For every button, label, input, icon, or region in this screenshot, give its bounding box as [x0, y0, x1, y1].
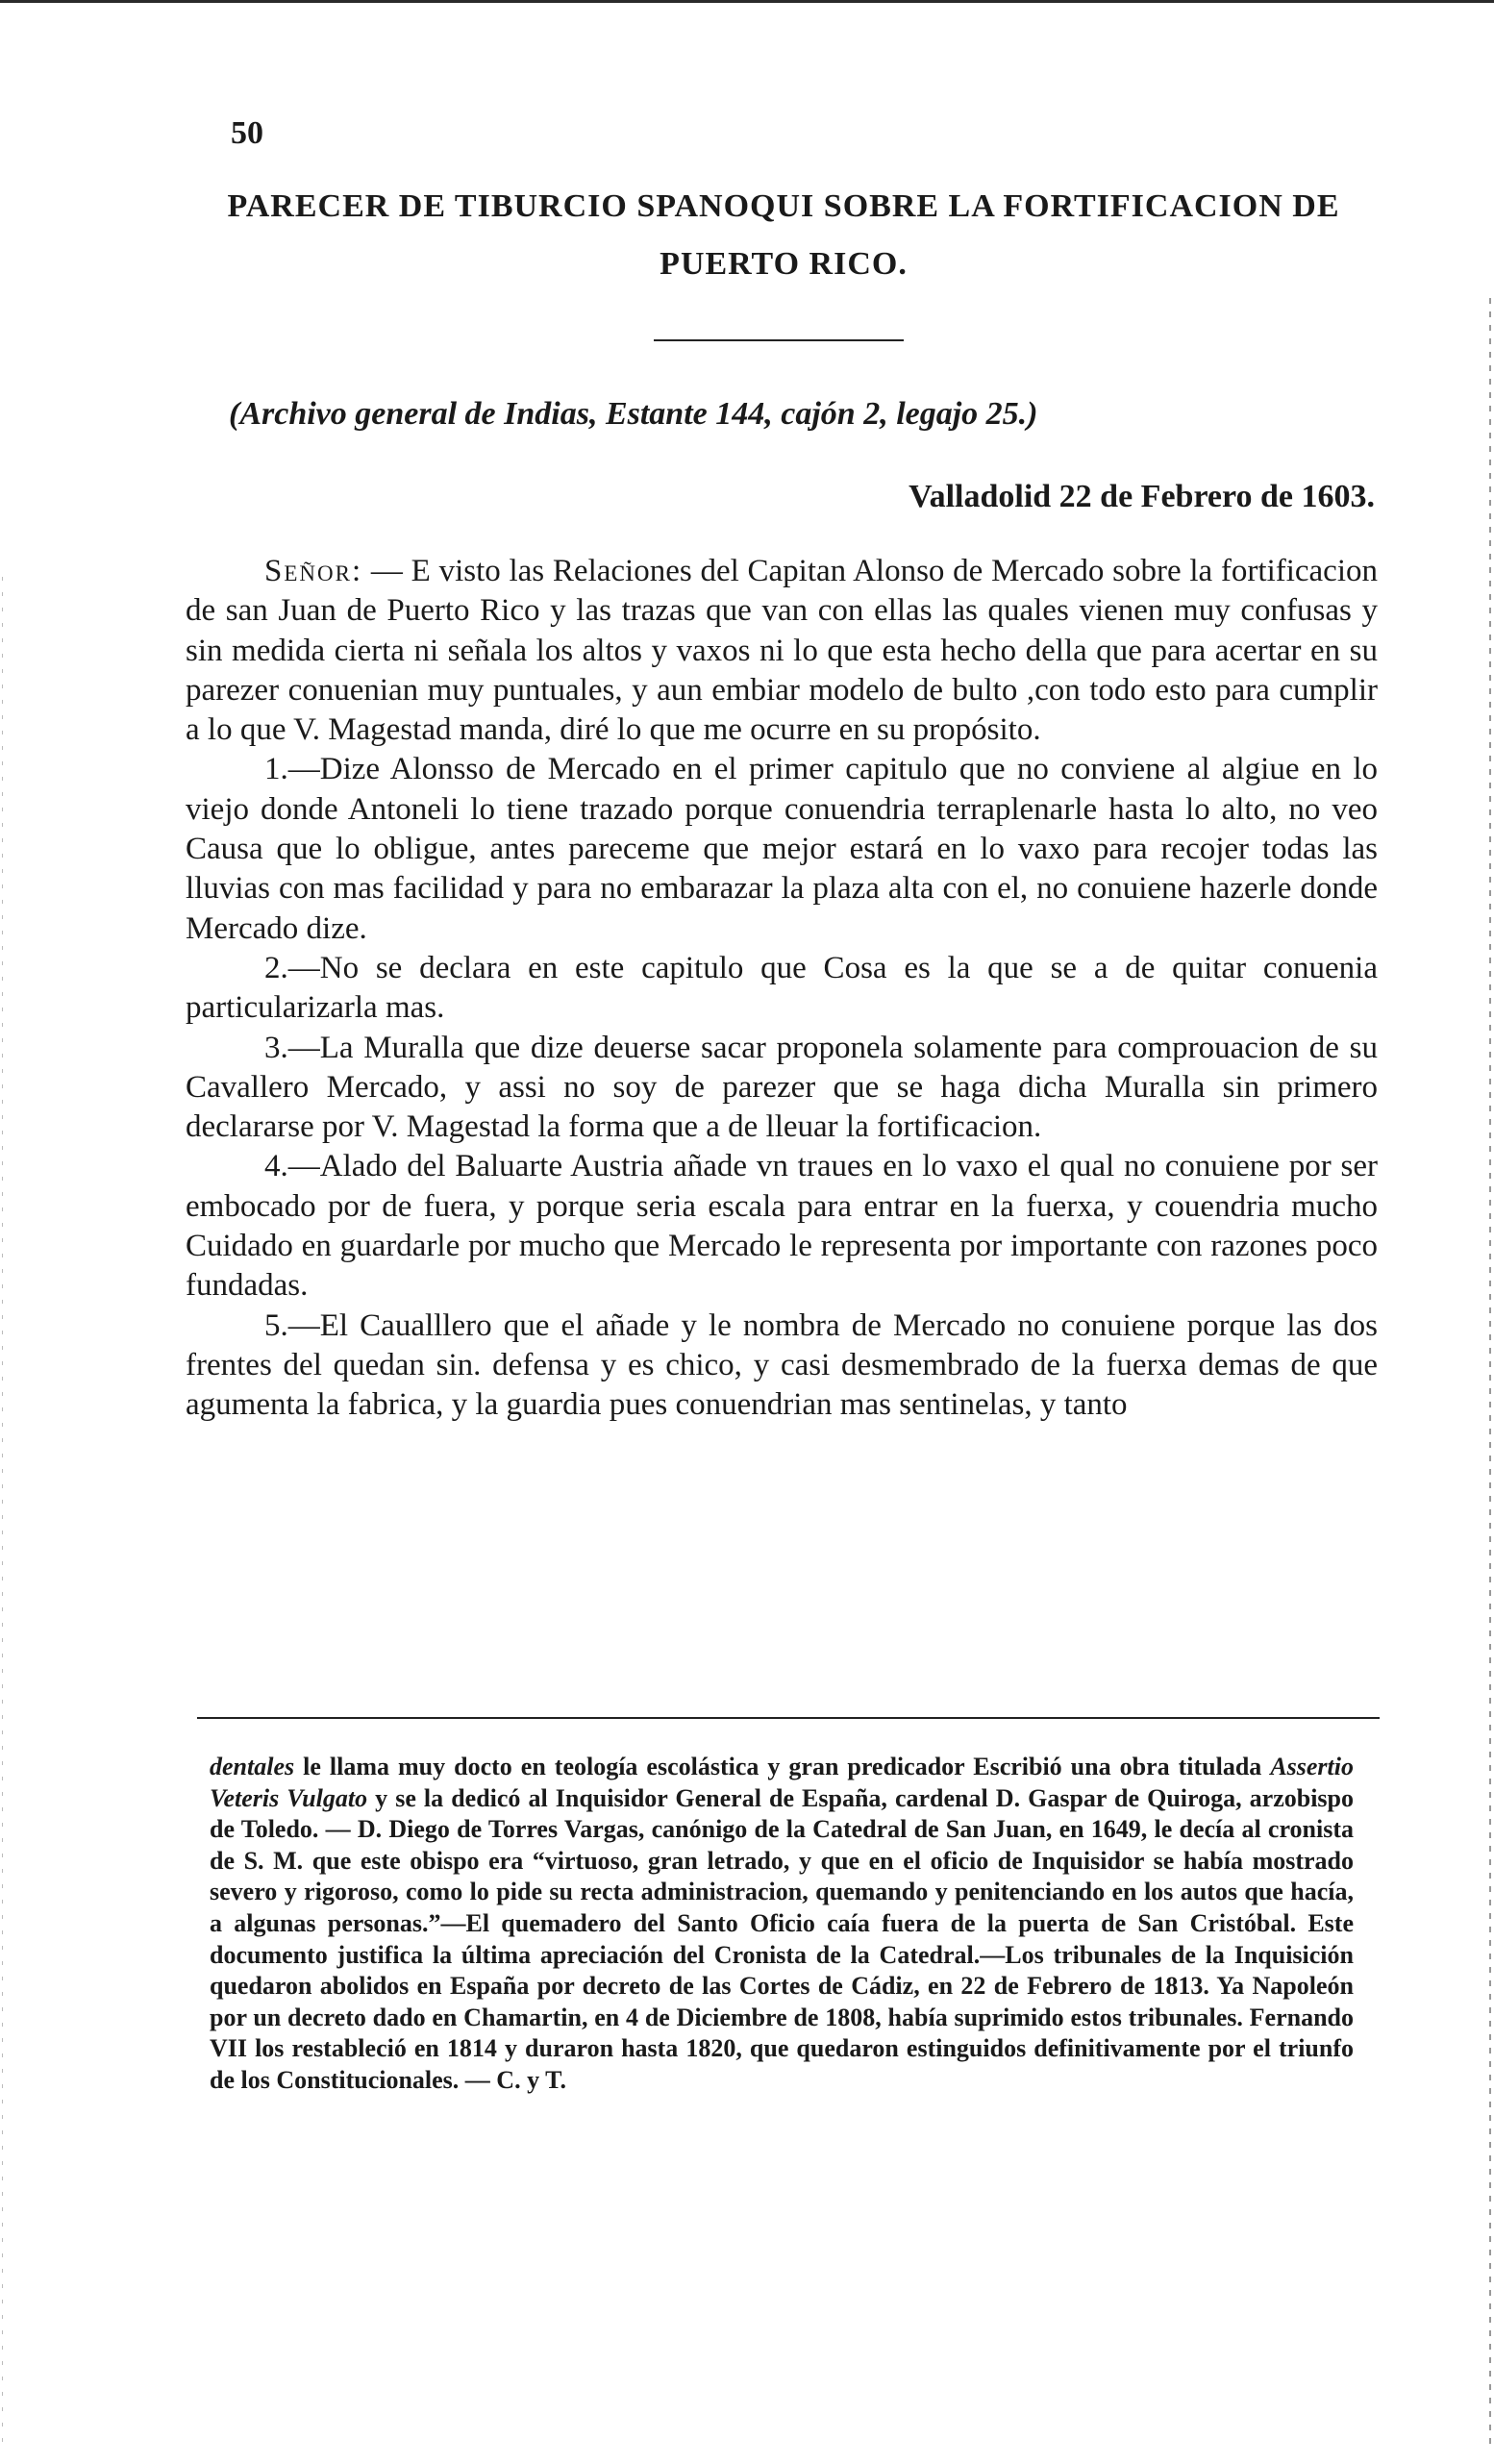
footnote-divider [197, 1717, 1380, 1719]
paragraph-2: 2.—No se declara en este capitulo que Cosa es la que se a de quitar conuenia particularizarla mas. [186, 950, 1378, 1026]
left-scan-edge [2, 577, 3, 2452]
footnote-lead: dentales [210, 1753, 295, 1780]
main-text [186, 552, 1378, 1426]
paragraph-1: 1.—Dize Alonsso de Mercado en el primer capitulo que no conviene al algiue en lo viejo donde Antoneli lo tiene trazado porque conuendria terraplenarle hasta lo alto, no veo Causa que lo obligue, antes pareceme que mejor estará en lo vaxo para recojer todas las lluvias con mas facilidad y para no embarazar la plaza alta con el, no conuiene hazerle donde Mercado dize. [186, 752, 1378, 946]
intro-text: — E visto las Relaciones del Capitan Alonso de Mercado sobre la fortificacion de san Juan de Puerto Rico y las trazas que van con ellas las quales vienen muy confusas y sin medida cierta ni señala los altos y vaxos ni lo que esta hecho della que para acertar en su parezer conuenian muy puntuales, y aun embiar modelo de bulto ,con todo esto para cumplir a lo que V. Magestad manda, diré lo que me ocurre en su propósito. [186, 554, 1378, 748]
paragraph-5: 5.—El Caualllero que el añade y le nombra de Mercado no conuiene porque las dos frentes del quedan sin. defensa y es chico, y casi desmembrado de la fuerxa demas de que agumenta la fabrica, y la guardia pues conuendrian mas sentinelas, y tanto [186, 1307, 1378, 1423]
footnote-work-title: Assertio Veteris Vulgato [210, 1753, 1354, 1812]
title-divider [654, 339, 904, 341]
footnote-paragraph [210, 1752, 1354, 2097]
right-scan-edge [1489, 298, 1491, 2452]
footnote-part-1: le llama muy docto en teología escolástica y gran predicador Escribió una obra titulada [294, 1753, 1271, 1780]
footnote-part-2: y se la dedicó al Inquisidor General de España, cardenal D. Gaspar de Quiroga, arzobispo de Toledo. — D. Diego de Torres Vargas, canónigo de la Catedral de San Juan, en 1649, le decía al cronista de S. M. que este obispo era “virtuoso, gran letrado, y que en el oficio de Inquisidor se había mostrado severo y rigoroso, como lo pide su recta administracion, quemando y penitenciando en los autos que hacía, a algunas personas.”—El quemadero del Santo Oficio caía fuera de la puerta de San Cristóbal. Este documento justifica la última apreciación del Cronista de la Catedral.—Los tribunales de la Inquisición quedaron abolidos en España por decreto de las Cortes de Cádiz, en 22 de Febrero de 1813. Ya Napoleón por un decreto dado en Chamartin, en 4 de Diciembre de 1808, había suprimido estos tribunales. Fernando VII los restableció en 1814 y duraron hasta 1820, que quedaron estinguidos definitivamente por el triunfo de los Constitucionales. — C. y T. [210, 1783, 1354, 2094]
paragraph-4: 4.—Alado del Baluarte Austria añade vn traues en lo vaxo el qual no conuiene por ser embocado por de fuera, y porque seria escala para entrar en la fuerxa, y couendria mucho Cuidado en guardarle por mucho que Mercado le representa por importante con razones poco fundadas. [186, 1149, 1378, 1304]
intro-paragraph [186, 552, 1378, 750]
footnote [210, 1752, 1354, 2097]
archive-source: (Archivo general de Indias, Estante 144, cajón 2, legajo 25.) [229, 396, 1038, 432]
document-title: PARECER DE TIBURCIO SPANOQUI SOBRE LA FORTIFICACION DE PUERTO RICO. [227, 188, 1340, 282]
top-border-rule [0, 0, 1494, 3]
salutation: Señor: [264, 554, 363, 588]
page-number: 50 [231, 115, 263, 151]
paragraph-3: 3.—La Muralla que dize deuerse sacar proponela solamente para comprouacion de su Cavallero Mercado, y assi no soy de parezer que se haga dicha Muralla sin primero declararse por V. Magestad la forma que a de lleuar la fortificacion. [186, 1030, 1378, 1145]
dateline: Valladolid 22 de Febrero de 1603. [909, 479, 1375, 514]
